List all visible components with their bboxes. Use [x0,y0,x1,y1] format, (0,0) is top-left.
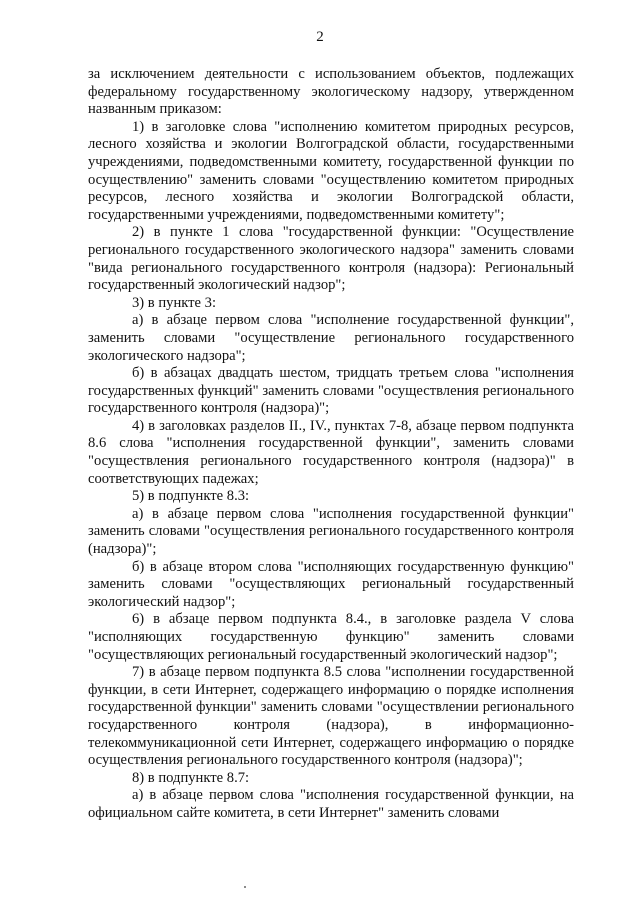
paragraph-item-6: 6) в абзаце первом подпункта 8.4., в заголовке раздела V слова "исполняющих государственную функцию" заменить словами "осуществляющих региональный государственный экологический надзор"; [88,611,574,663]
paragraph-item-1: 1) в заголовке слова "исполнению комитетом природных ресурсов, лесного хозяйства и экологии Волгоградской области, государственными учреждениями, подведомственными комитету, государственной функции по осуществлению" заменить словами "осуществлению комитетом природных ресурсов, лесного хозяйства и экологии Волгоградской области, государственными учреждениями, подведомственными комитету"; [88,118,574,223]
paragraph-item-4: 4) в заголовках разделов II., IV., пунктах 7-8, абзаце первом подпункта 8.6 слова "исполнения государственной функции", заменить словами "осуществления регионального государственного контроля (надзора)" в соответствующих падежах; [88,417,574,487]
paragraph-item-8a: а) в абзаце первом слова "исполнения государственной функции, на официальном сайте комитета, в сети Интернет" заменить словами [88,787,574,821]
page-number: 2 [316,29,324,45]
paragraph-item-5b: б) в абзаце втором слова "исполняющих государственную функцию" заменить словами "осуществляющих региональный государственный экологический надзор"; [88,558,574,610]
paragraph-item-5a: а) в абзаце первом слова "исполнения государственной функции" заменить словами "осуществления регионального государственного контроля (надзора)"; [88,505,574,558]
paragraph-item-3a: а) в абзаце первом слова "исполнение государственной функции", заменить словами "осуществление регионального государственного экологического надзора"; [88,312,574,364]
paragraph-item-8: 8) в подпункте 8.7: [132,769,250,786]
paragraph-item-5: 5) в подпункте 8.3: [132,488,250,505]
paragraph-item-7: 7) в абзаце первом подпункта 8.5 слова "исполнении государственной функции, в сети Интернет, содержащего информацию о порядке исполнения государственной функции" заменить словами "осуществлении регионального государственного контроля (надзора), в информационно-телекоммуникационной сети Интернет, содержащего информацию о порядке осуществления регионального государственного контроля (надзора)"; [88,664,574,769]
paragraph-intro: за исключением деятельности с использованием объектов, подлежащих федеральному государственному экологическому надзору, утвержденном названным приказом: [88,66,574,118]
paragraph-item-3b: б) в абзацах двадцать шестом, тридцать третьем слова "исполнения государственных функций" заменить словами "осуществления регионального государственного контроля (надзора)"; [88,365,574,417]
document-body [88,66,574,823]
paragraph-item-2: 2) в пункте 1 слова "государственной функции: "Осуществление регионального государственного экологического надзора" заменить словами "вида регионального государственного контроля (надзора): Региональный государственный экологический надзор"; [88,224,574,294]
scan-speck [244,886,246,888]
paragraph-item-3: 3) в пункте 3: [132,294,217,311]
